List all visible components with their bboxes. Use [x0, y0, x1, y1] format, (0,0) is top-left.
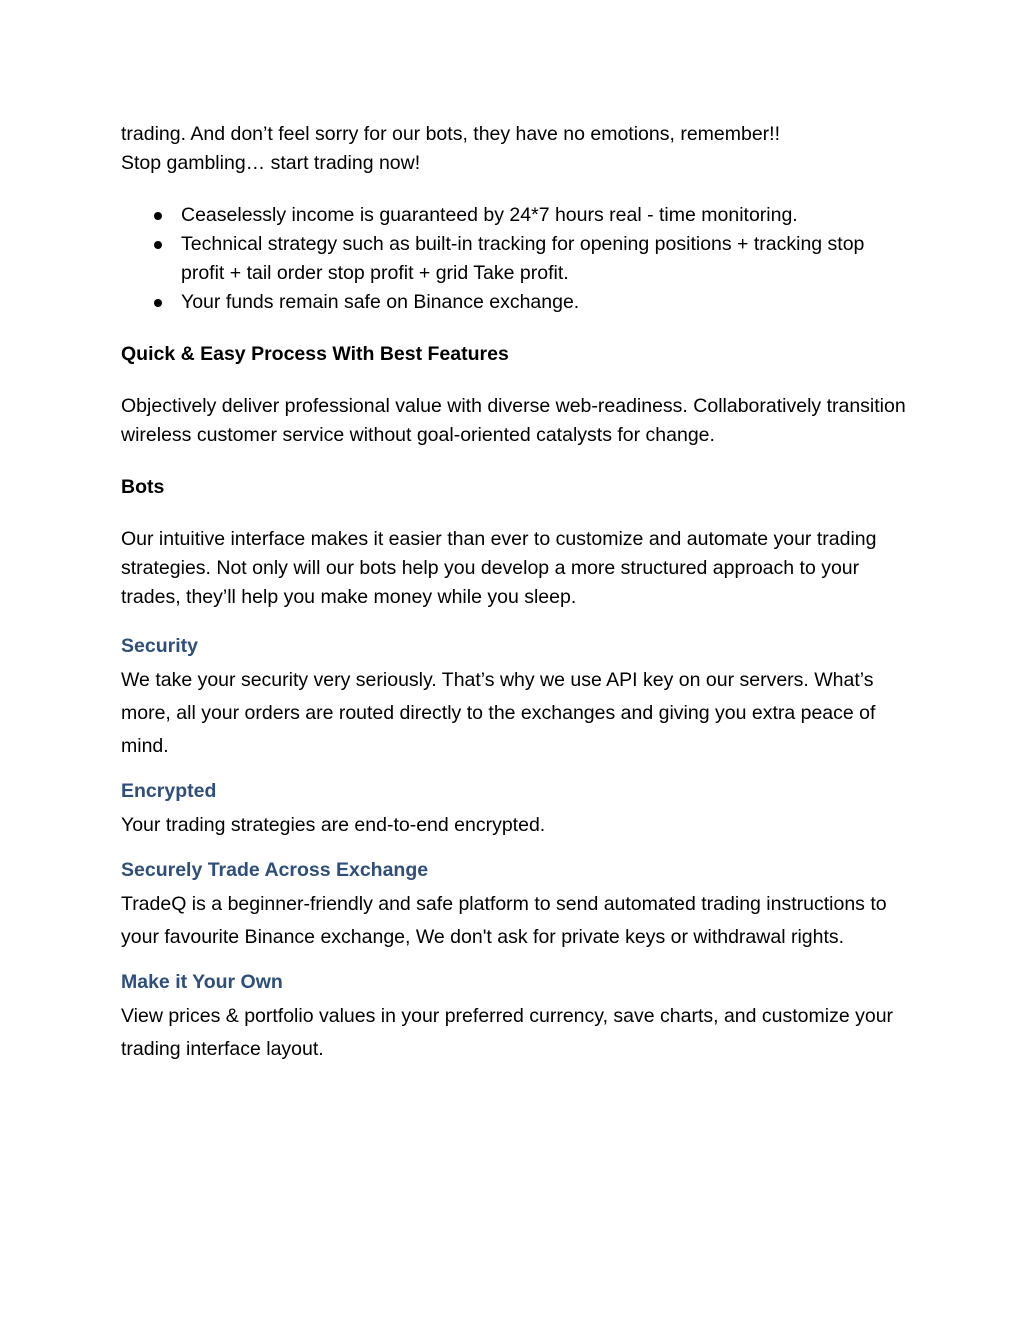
- bots-heading: Bots: [121, 476, 165, 498]
- bullet-icon: [154, 299, 162, 307]
- make-it-your-own-section: [121, 968, 911, 1066]
- bullet-item: [121, 288, 911, 317]
- section-heading-make-it-your-own: Make it Your Own: [121, 971, 283, 993]
- section-text-security: We take your security very seriously. That’s why we use API key on our servers. What’s more, all your orders are routed directly to the exchanges and giving you extra peace of mind.: [121, 669, 876, 757]
- encrypted-section: [121, 777, 911, 842]
- section-heading-security: Security: [121, 635, 198, 657]
- securely-trade-section: [121, 856, 911, 954]
- intro-line-2: Stop gambling… start trading now!: [121, 152, 421, 174]
- bullet-icon: [154, 212, 162, 220]
- section-text-make-it-your-own: View prices & portfolio values in your preferred currency, save charts, and customize your trading interface layout.: [121, 1005, 894, 1060]
- bullet-text: Your funds remain safe on Binance exchange.: [181, 291, 580, 313]
- section-heading-encrypted: Encrypted: [121, 780, 217, 802]
- intro-line-1: trading. And don’t feel sorry for our bots, they have no emotions, remember!!: [121, 123, 781, 145]
- section-text-securely-trade: TradeQ is a beginner-friendly and safe platform to send automated trading instructions to your favourite Binance exchange, We don't ask for private keys or withdrawal rights.: [121, 893, 887, 948]
- bullet-item: [121, 201, 911, 230]
- bullet-item: [121, 230, 911, 288]
- bots-text: Our intuitive interface makes it easier than ever to customize and automate your trading strategies. Not only will our bots help you develop a more structured approach to your trades, they’ll help you make money while you sleep.: [121, 528, 877, 608]
- bullet-text: Ceaselessly income is guaranteed by 24*7 hours real - time monitoring.: [181, 204, 798, 226]
- bullet-text: Technical strategy such as built-in tracking for opening positions + tracking stop profit + tail order stop profit + grid Take profit.: [181, 233, 865, 284]
- bullet-icon: [154, 241, 162, 249]
- intro-paragraph: [121, 120, 911, 178]
- quick-process-heading: Quick & Easy Process With Best Features: [121, 343, 509, 365]
- feature-bullet-list: [121, 201, 911, 317]
- quick-process-text: Objectively deliver professional value with diverse web-readiness. Collaboratively transition wireless customer service without goal-oriented catalysts for change.: [121, 395, 906, 446]
- section-heading-securely-trade: Securely Trade Across Exchange: [121, 859, 429, 881]
- section-text-encrypted: Your trading strategies are end-to-end encrypted.: [121, 814, 546, 836]
- security-section: [121, 632, 911, 763]
- document-page: [121, 120, 911, 1080]
